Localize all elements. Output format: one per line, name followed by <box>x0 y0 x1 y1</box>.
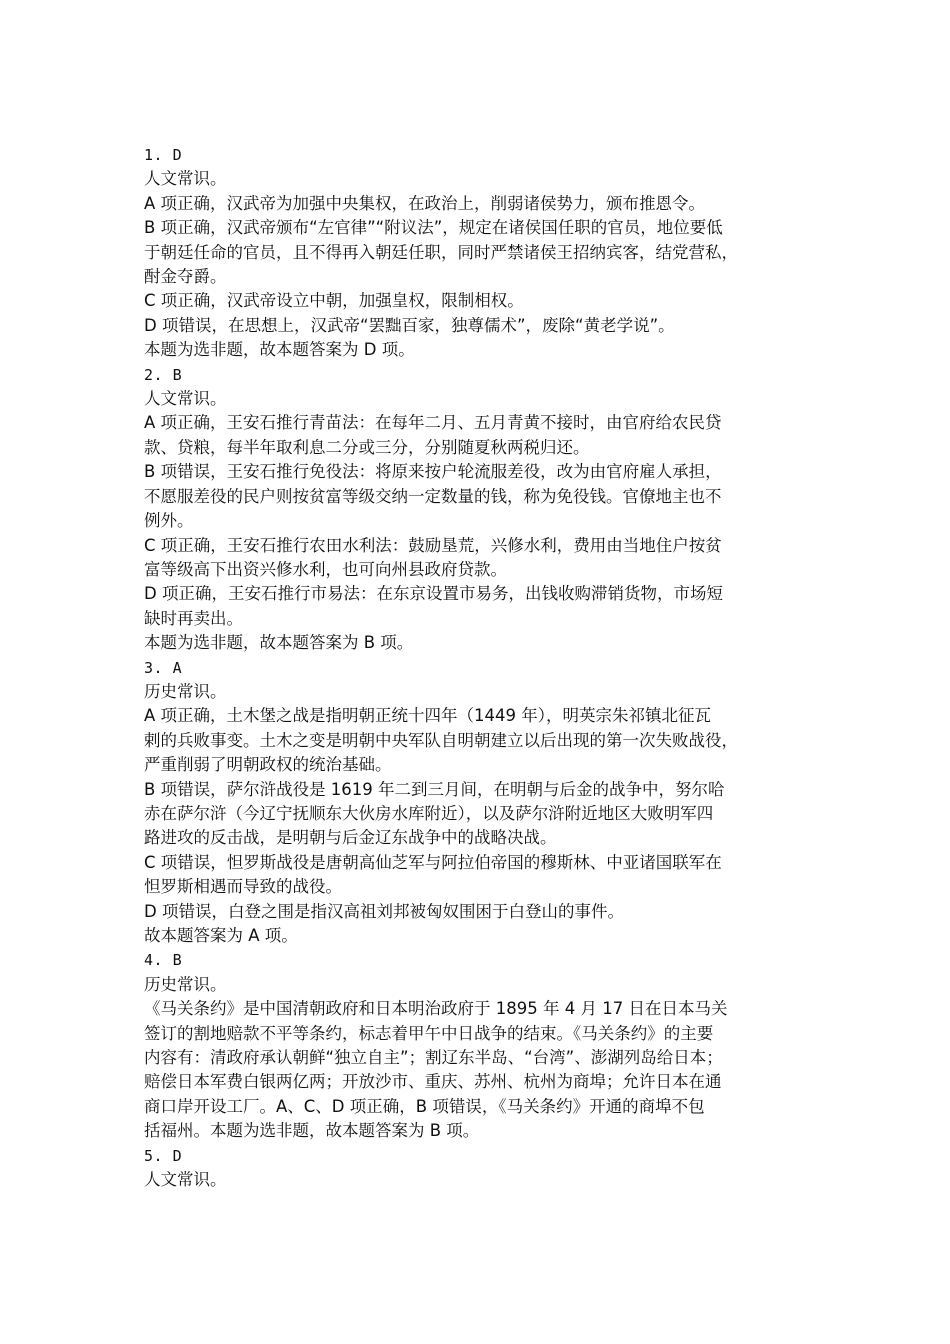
explanation-line: 不愿服差役的民户则按贫富等级交纳一定数量的钱，称为免役钱。官僚地主也不 <box>144 486 722 506</box>
explanation-line: 款、贷粮，每半年取利息二分或三分，分别随夏秋两税归还。 <box>144 437 590 457</box>
explanation-line: C 项错误，怛罗斯战役是唐朝高仙芝军与阿拉伯帝国的穆斯林、中亚诸国联军在 <box>144 852 722 872</box>
question-number: 2. B <box>144 365 183 384</box>
explanation-line: 内容有：清政府承认朝鲜“独立自主”；割辽东半岛、“台湾”、澎湖列岛给日本； <box>144 1048 723 1068</box>
explanation-line: 怛罗斯相遇而导致的战役。 <box>144 877 342 897</box>
explanation-line: 于朝廷任命的官员，且不得再入朝廷任职，同时严禁诸侯王招纳宾客，结党营私， <box>144 242 738 262</box>
answer-conclusion: 故本题答案为 A 项。 <box>144 926 298 945</box>
explanation-line: 赔偿日本军费白银两亿两；开放沙市、重庆、苏州、杭州为商埠；允许日本在通 <box>144 1072 722 1092</box>
question-block-3 <box>144 656 814 949</box>
question-number: 3. A <box>144 658 183 677</box>
explanation-line: 富等级高下出资兴修水利，也可向州县政府贷款。 <box>144 559 507 579</box>
question-category: 历史常识。 <box>144 681 227 701</box>
explanation-line: B 项错误，萨尔浒战役是 1619 年二到三月间，在明朝与后金的战争中，努尔哈 <box>144 779 725 799</box>
question-category: 人文常识。 <box>144 169 227 189</box>
explanation-line: D 项正确，王安石推行市易法：在东京设置市易务，出钱收购滞销货物，市场短 <box>144 584 723 604</box>
question-block-4 <box>144 948 814 1143</box>
question-number: 1. D <box>144 146 183 164</box>
explanation-line: C 项正确，王安石推行农田水利法：鼓励垦荒，兴修水利，费用由当地住户按贫 <box>144 535 722 555</box>
question-category: 人文常识。 <box>144 1170 227 1190</box>
explanation-line: 《马关条约》是中国清朝政府和日本明治政府于 1895 年 4 月 17 日在日本马关 <box>144 999 728 1019</box>
explanation-line: B 项错误，王安石推行免役法：将原来按户轮流服差役，改为由官府雇人承担， <box>144 462 722 482</box>
explanation-line: 缺时再卖出。 <box>144 608 243 628</box>
answer-conclusion: 括福州。本题为选非题，故本题答案为 B 项。 <box>144 1121 480 1141</box>
answer-conclusion: 本题为选非题，故本题答案为 D 项。 <box>144 340 415 360</box>
question-block-1 <box>144 143 814 363</box>
explanation-line: C 项正确，汉武帝设立中朝，加强皇权，限制相权。 <box>144 291 524 311</box>
question-block-2 <box>144 363 814 656</box>
question-category: 历史常识。 <box>144 974 227 994</box>
explanation-line: 路进攻的反击战，是明朝与后金辽东战争中的战略决战。 <box>144 828 557 848</box>
explanation-line: 例外。 <box>144 511 194 531</box>
explanation-line: A 项正确，汉武帝为加强中央集权，在政治上，削弱诸侯势力，颁布推恩令。 <box>144 193 706 213</box>
explanation-line: D 项错误，在思想上，汉武帝“罢黜百家，独尊儒术”，废除“黄老学说”。 <box>144 315 675 335</box>
explanation-line: D 项错误，白登之围是指汉高祖刘邦被匈奴围困于白登山的事件。 <box>144 901 624 921</box>
explanation-line: 剌的兵败事变。土木之变是明朝中央军队自明朝建立以后出现的第一次失败战役， <box>144 730 738 750</box>
answer-document <box>144 143 814 1192</box>
question-number: 4. B <box>144 951 183 970</box>
question-category: 人文常识。 <box>144 389 227 409</box>
explanation-line: A 项正确，王安石推行青苗法：在每年二月、五月青黄不接时，由官府给农民贷 <box>144 413 722 433</box>
question-number: 5. D <box>144 1146 183 1165</box>
explanation-line: 签订的割地赔款不平等条约，标志着甲午中日战争的结束。《马关条约》的主要 <box>144 1023 714 1043</box>
explanation-line: B 项正确，汉武帝颁布“左官律”“附议法”，规定在诸侯国任职的官员，地位要低 <box>144 218 723 238</box>
question-block-5 <box>144 1144 814 1193</box>
explanation-line: A 项正确，土木堡之战是指明朝正统十四年（1449 年），明英宗朱祁镇北征瓦 <box>144 706 712 726</box>
explanation-line: 商口岸开设工厂。A、C、D 项正确，B 项错误，《马关条约》开通的商埠不包 <box>144 1096 705 1116</box>
answer-conclusion: 本题为选非题，故本题答案为 B 项。 <box>144 633 414 653</box>
explanation-line: 酎金夺爵。 <box>144 267 227 287</box>
explanation-line: 严重削弱了明朝政权的统治基础。 <box>144 755 392 775</box>
explanation-line: 赤在萨尔浒（今辽宁抚顺东大伙房水库附近），以及萨尔浒附近地区大败明军四 <box>144 803 714 823</box>
